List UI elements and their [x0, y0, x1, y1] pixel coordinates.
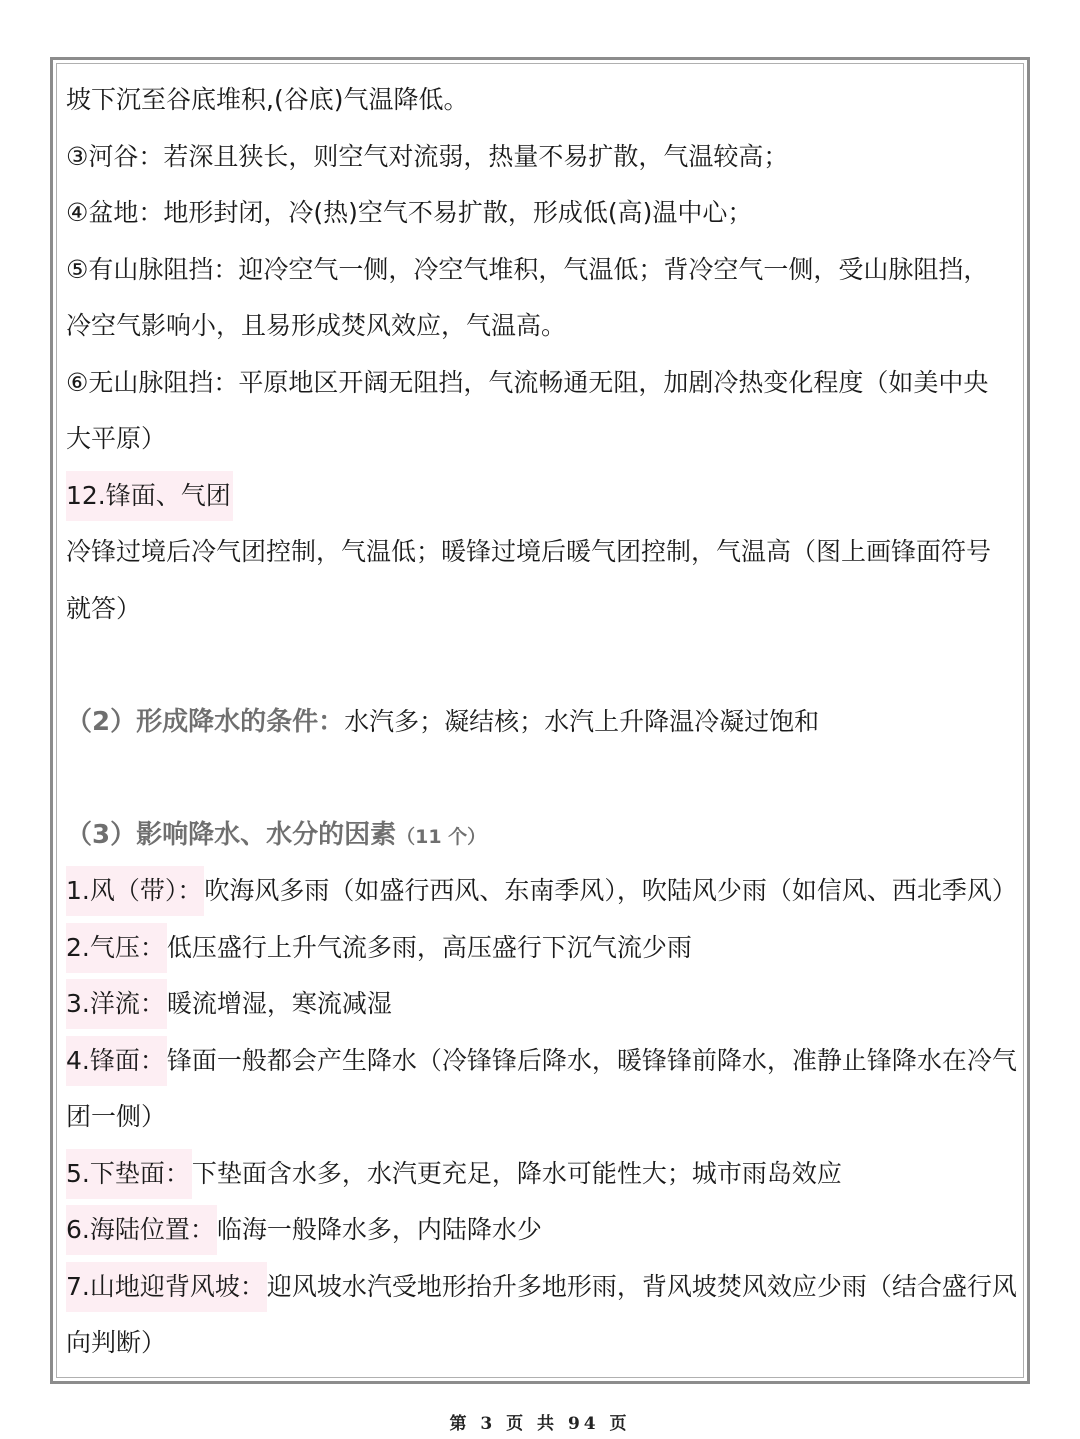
spacer: [66, 637, 1021, 694]
text-line: ③河谷：若深且狭长，则空气对流弱，热量不易扩散，气温较高；: [66, 141, 789, 171]
factor-item: [66, 920, 1021, 977]
text-line: 冷锋过境后冷气团控制，气温低；暖锋过境后暖气团控制，气温高（图上画锋面符号: [66, 537, 992, 566]
factor-label: 2.气压：: [66, 923, 167, 973]
heading-precipitation-factors: [66, 807, 1021, 864]
heading-label: （2）形成降水的条件：: [66, 706, 345, 737]
factor-text: 迎风坡水汽受地形抬升多地形雨，背风坡焚风效应少雨（结合盛行风: [266, 1271, 1017, 1301]
text-line: ⑥无山脉阻挡：平原地区开阔无阻挡，气流畅通无阻，加剧冷热变化程度（如美中央: [66, 367, 989, 397]
text-line: ⑤有山脉阻挡：迎冷空气一侧，冷空气堆积，气温低；背冷空气一侧，受山脉阻挡，: [66, 254, 989, 284]
factor-continuation: 向判断）: [66, 1328, 167, 1357]
spacer: [66, 750, 1021, 807]
page-number-footer: 第 3 页 共 94 页: [449, 1414, 631, 1434]
document-content: [66, 72, 1021, 1372]
factor-item: [66, 1202, 1021, 1259]
factor-item: [66, 1146, 1021, 1203]
factor-label: 5.下垫面：: [66, 1149, 192, 1199]
factor-item: [66, 1033, 1021, 1090]
factor-label: 7.山地迎背风坡：: [66, 1262, 267, 1312]
text-line: 大平原）: [66, 424, 167, 453]
section-12-title: 12.锋面、气团: [66, 471, 233, 521]
factor-text: 低压盛行上升气流多雨，高压盛行下沉气流少雨: [166, 932, 692, 962]
factor-label: 4.锋面：: [66, 1036, 167, 1086]
factor-continuation: 团一侧）: [66, 1102, 167, 1131]
text-line: 就答）: [66, 593, 142, 623]
text-line: ④盆地：地形封闭，冷(热)空气不易扩散，形成低(高)温中心；: [66, 198, 753, 227]
factor-text: 下垫面含水多，水汽更充足，降水可能性大；城市雨岛效应: [191, 1158, 842, 1188]
factor-label: 1.风（带）：: [66, 866, 204, 916]
factor-item: [66, 976, 1021, 1033]
heading-note: （11 个）: [396, 825, 487, 848]
text-line: 坡下沉至谷底堆积,(谷底)气温降低。: [66, 85, 469, 114]
factor-item: [66, 1259, 1021, 1316]
text-line: 冷空气影响小，且易形成焚风效应，气温高。: [66, 311, 567, 340]
heading-precipitation-conditions: [66, 694, 1021, 751]
factor-label: 3.洋流：: [66, 979, 167, 1029]
factor-text: 锋面一般都会产生降水（冷锋锋后降水，暖锋锋前降水，准静止锋降水在冷气: [166, 1045, 1017, 1075]
factor-item: [66, 863, 1021, 920]
heading-label: （3）影响降水、水分的因素: [66, 819, 397, 850]
factor-text: 吹海风多雨（如盛行西风、东南季风），吹陆风少雨（如信风、西北季风）: [204, 876, 1017, 905]
factor-text: 暖流增湿，寒流减湿: [166, 989, 392, 1018]
factor-label: 6.海陆位置：: [66, 1205, 217, 1255]
section-12-title-line: [66, 468, 1021, 525]
heading-body: 水汽多；凝结核；水汽上升降温冷凝过饱和: [344, 706, 820, 736]
factor-text: 临海一般降水多，内陆降水少: [216, 1215, 542, 1244]
